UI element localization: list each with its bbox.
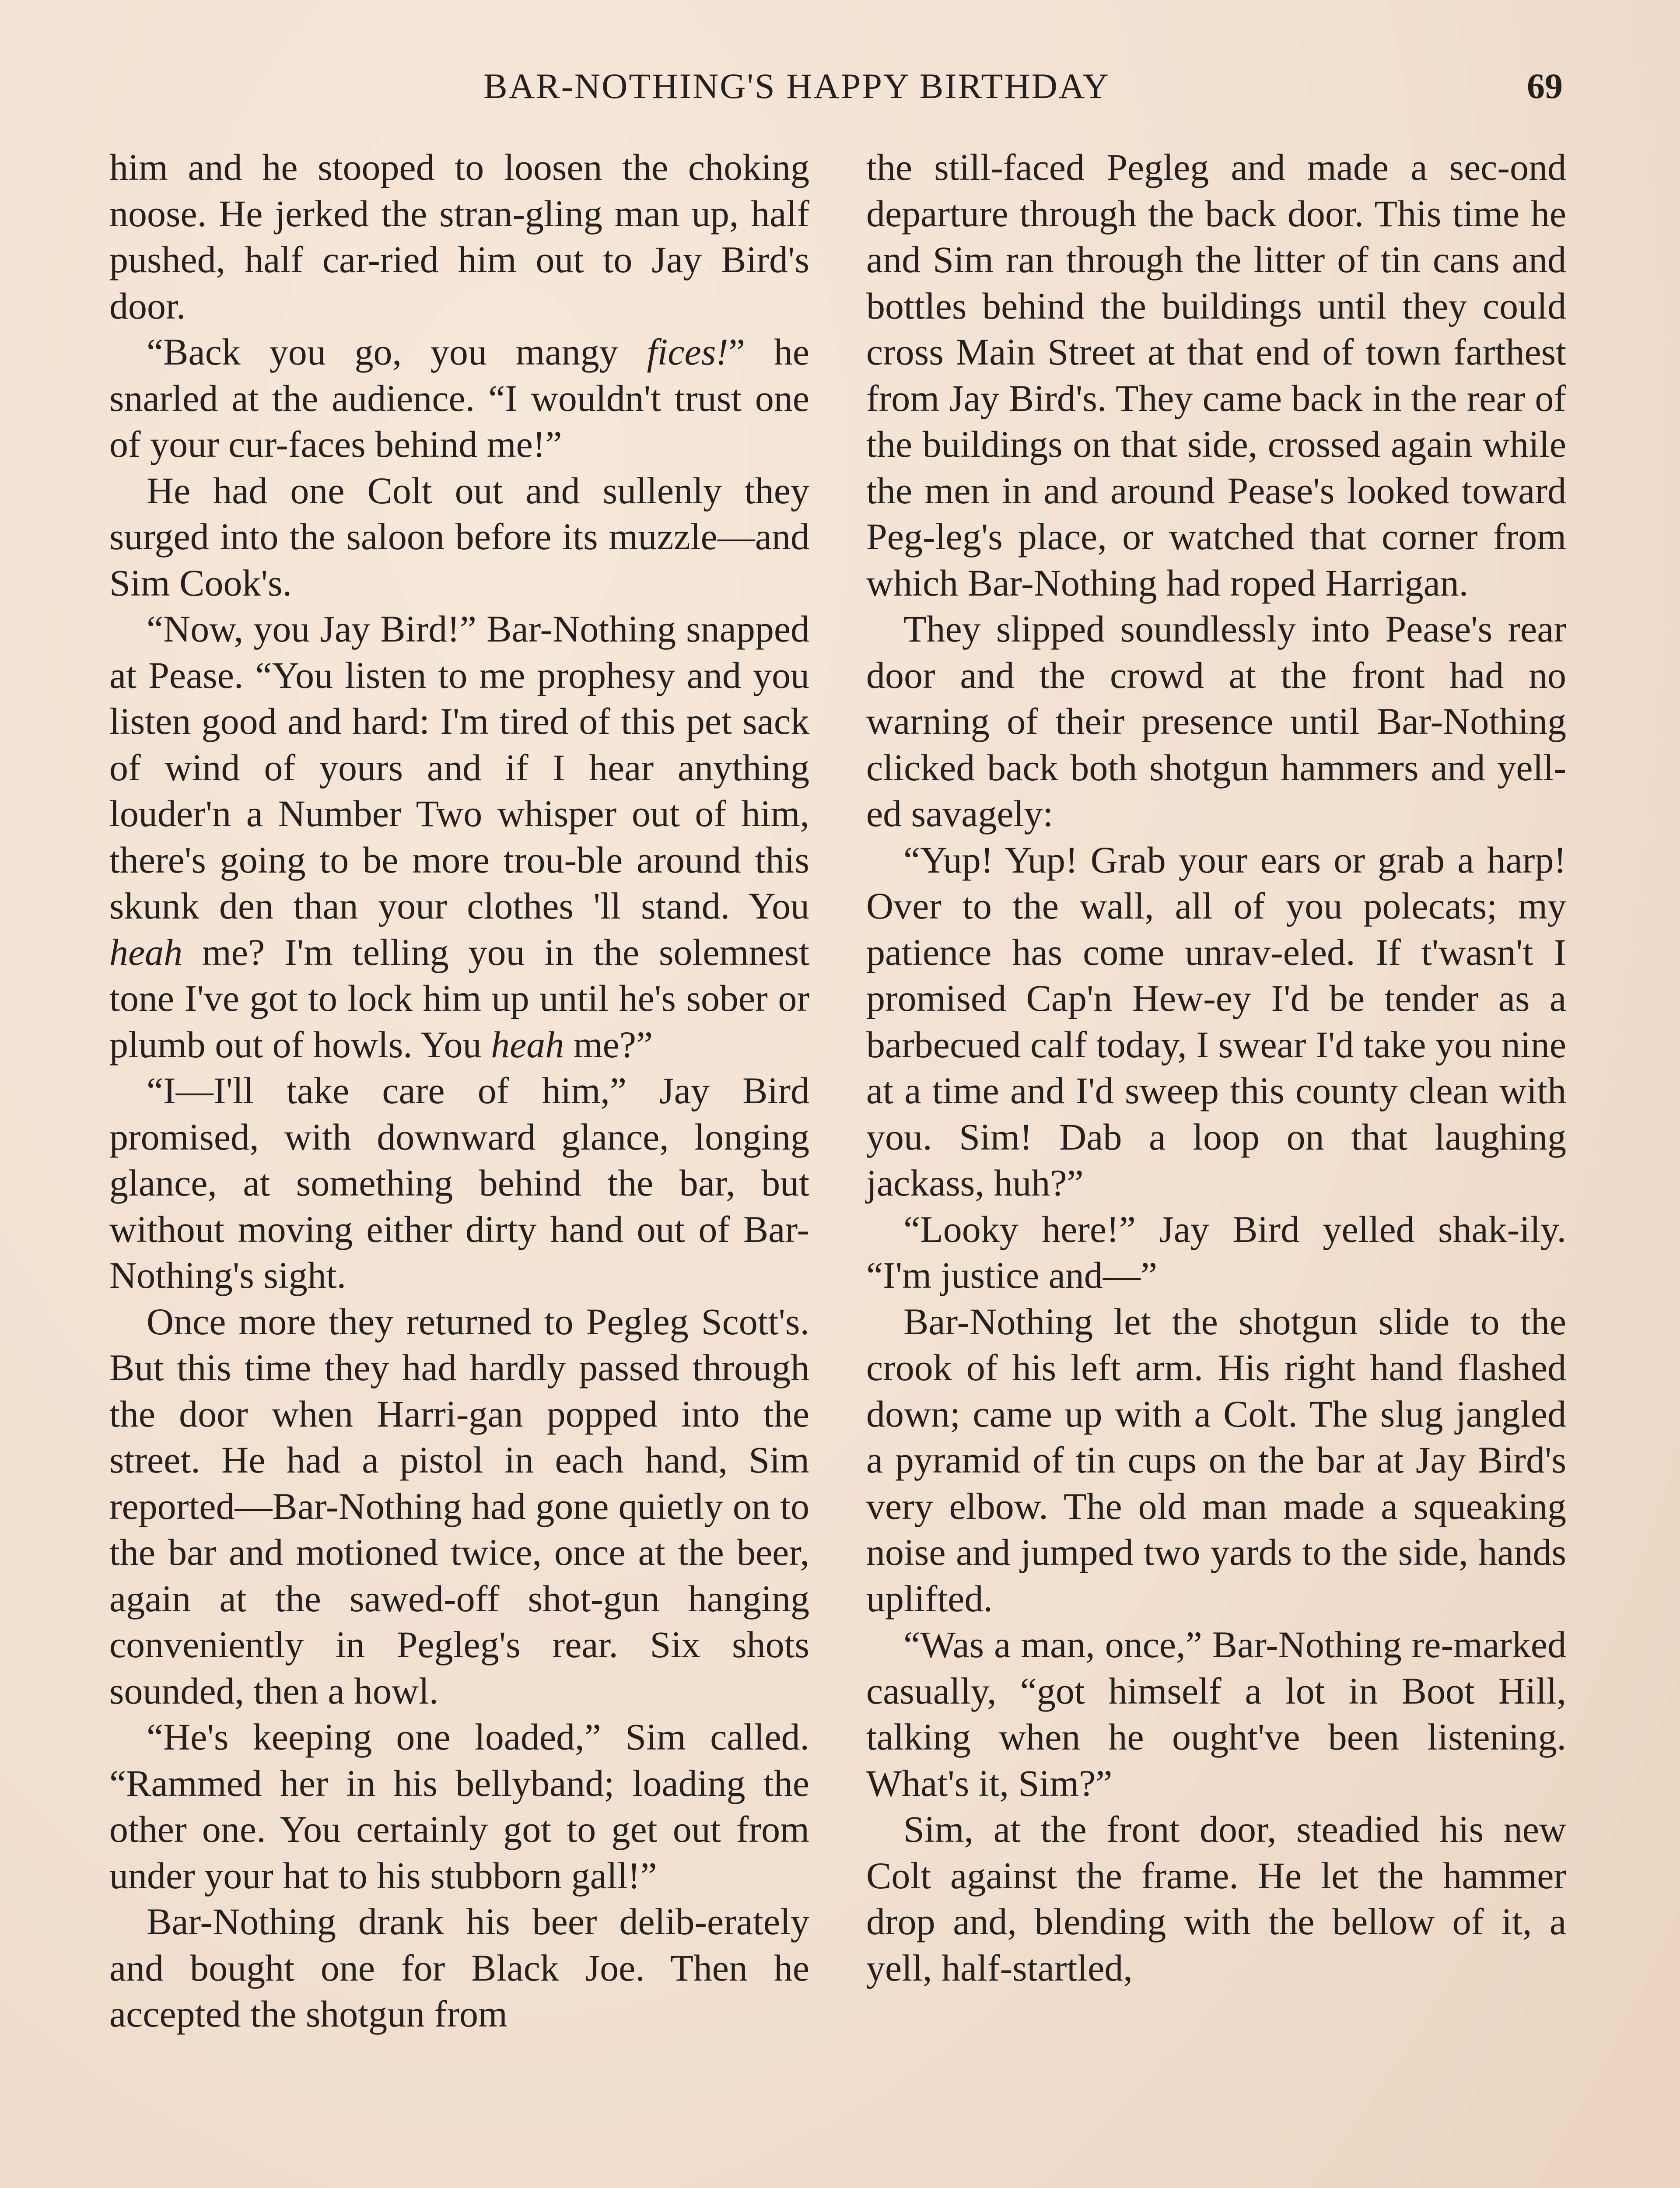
running-title: BAR-NOTHING'S HAPPY BIRTHDAY xyxy=(483,66,1110,106)
emphasis: heah xyxy=(109,931,183,973)
page-number: 69 xyxy=(1527,66,1563,106)
paragraph: “Yup! Yup! Grab your ears or grab a harp! Over to the wall, all of you polecats; my patience has come unrav-eled. If t'wasn't I promised Cap'n Hew-ey I'd be tender as a barbecued calf today, I swear I'd take you nine at a time and I'd sweep this county clean with you. Sim! Dab a loop on that laughing jackass, huh?” xyxy=(866,838,1566,1204)
paragraph: “Back you go, you mangy fices!” he snarled at the audience. “I wouldn't trust one of your cur-faces behind me!” xyxy=(109,331,809,465)
paragraph: “Looky here!” Jay Bird yelled shak-ily. “I'm justice and—” xyxy=(866,1208,1566,1296)
page-header xyxy=(0,66,1680,118)
paragraph: “I—I'll take care of him,” Jay Bird promised, with downward glance, longing glance, at something behind the bar, but without moving either dirty hand out of Bar-Nothing's sight. xyxy=(109,1069,809,1296)
paragraph: “Was a man, once,” Bar-Nothing re-marked casually, “got himself a lot in Boot Hill, talking when he ought've been listening. What's it, Sim?” xyxy=(866,1623,1566,1804)
paragraph: Once more they returned to Pegleg Scott's. But this time they had hardly passed through the door when Harri-gan popped into the street. He had a pistol in each hand, Sim reported—Bar-Nothing had gone quietly on to the bar and motioned twice, once at the beer, again at the sawed-off shot-gun hanging conveniently in Pegleg's rear. Six shots sounded, then a howl. xyxy=(109,1300,809,1712)
emphasis: fices! xyxy=(647,331,728,373)
emphasis: heah xyxy=(491,1023,564,1066)
paragraph: Sim, at the front door, steadied his new Colt against the frame. He let the hammer drop and, blending with the bellow of it, a yell, half-startled, xyxy=(866,1808,1566,1989)
paragraph: He had one Colt out and sullenly they surged into the saloon before its muzzle—and Sim Cook's. xyxy=(109,469,809,604)
paragraph: Bar-Nothing let the shotgun slide to the crook of his left arm. His right hand flashed down; came up with a Colt. The slug jangled a pyramid of tin cups on the bar at Jay Bird's very elbow. The old man made a squeaking noise and jumped two yards to the side, hands uplifted. xyxy=(866,1300,1566,1620)
paragraph: “Now, you Jay Bird!” Bar-Nothing snapped at Pease. “You listen to me prophesy and you listen good and hard: I'm tired of this pet sack of wind of yours and if I hear anything louder'n a Number Two whisper out of him, there's going to be more trou-ble around this skunk den than your clothes 'll stand. You heah me? I'm telling you in the solemnest tone I've got to lock him up until he's sober or plumb out of howls. You heah me?” xyxy=(109,608,809,1066)
paragraph: “He's keeping one loaded,” Sim called. “Rammed her in his bellyband; loading the other one. You certainly got to get out from under your hat to his stubborn gall!” xyxy=(109,1716,809,1897)
paragraph: They slipped soundlessly into Pease's rear door and the crowd at the front had no warning of their presence until Bar-Nothing clicked back both shotgun hammers and yell-ed savagely: xyxy=(866,608,1566,835)
right-column xyxy=(866,144,1566,1991)
left-column xyxy=(109,144,809,2037)
paragraph: him and he stooped to loosen the choking noose. He jerked the stran-gling man up, half pushed, half car-ried him out to Jay Bird's door. xyxy=(109,146,809,327)
paragraph: Bar-Nothing drank his beer delib-erately and bought one for Black Joe. Then he accepted the shotgun from xyxy=(109,1900,809,2035)
paragraph: the still-faced Pegleg and made a sec-ond departure through the back door. This time he and Sim ran through the litter of tin cans and bottles behind the buildings until they could cross Main Street at that end of town farthest from Jay Bird's. They came back in the rear of the buildings on that side, crossed again while the men in and around Pease's looked toward Peg-leg's place, or watched that corner from which Bar-Nothing had roped Harrigan. xyxy=(866,146,1566,604)
